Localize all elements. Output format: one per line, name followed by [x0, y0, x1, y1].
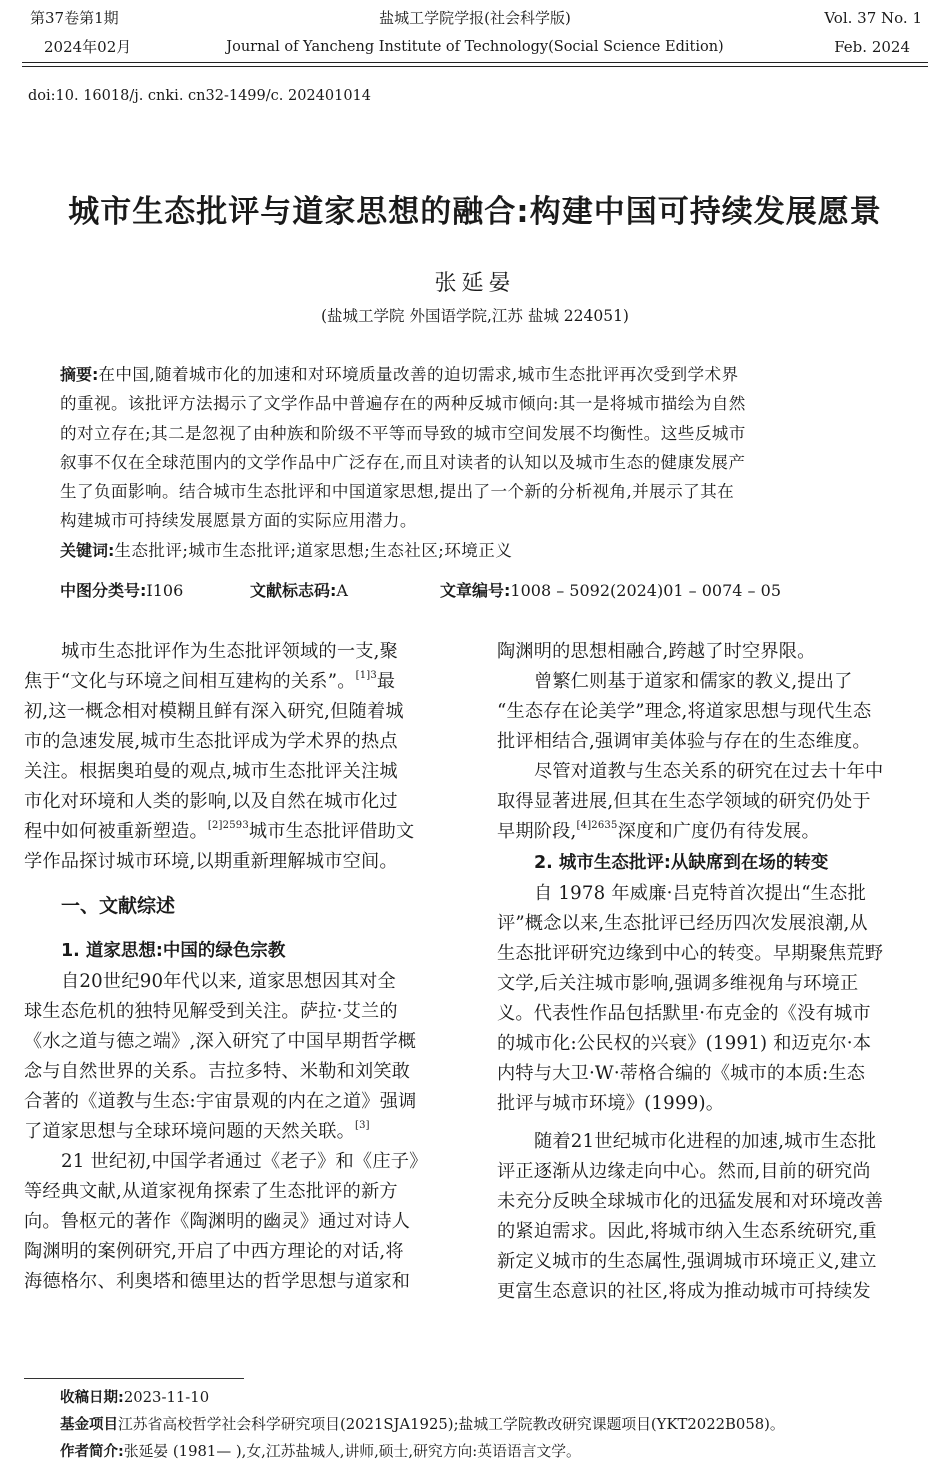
- body-line: 了道家思想与全球环境问题的天然关联。[3]: [24, 1120, 370, 1142]
- body-line: 义。代表性作品包括默里·布克金的《没有城市: [497, 1003, 871, 1024]
- citation: [2]2593: [207, 820, 249, 831]
- body-line: 市化对环境和人类的影响,以及自然在城市化过: [24, 791, 398, 812]
- body-line: 关注。根据奥珀曼的观点,城市生态批评关注城: [24, 761, 398, 782]
- body-line: 等经典文献,从道家视角探索了生态批评的新方: [24, 1181, 398, 1202]
- header-rule: [22, 62, 928, 63]
- abstract: [60, 360, 894, 565]
- body-line: 《水之道与德之端》,深入研究了中国早期哲学概: [24, 1031, 417, 1052]
- abstract-line: 叙事不仅在全球范围内的文学作品中广泛存在,而且对读者的认知以及城市生态的健康发展产: [60, 452, 746, 472]
- body-line: 陶渊明的案例研究,开启了中西方理论的对话,将: [24, 1241, 404, 1262]
- body-line: 内特与大卫·W·蒂格合编的《城市的本质:生态: [497, 1063, 866, 1084]
- article-number-label: 文章编号:: [440, 581, 511, 600]
- body-line: 更富生态意识的社区,将成为推动城市可持续发: [497, 1281, 871, 1302]
- keywords-text: 生态批评;城市生态批评;道家思想;生态社区;环境正义: [114, 540, 513, 560]
- section-heading: 一、文献综述: [61, 895, 176, 917]
- received-date: [60, 1386, 209, 1407]
- clc-label: 中图分类号:: [60, 581, 147, 600]
- body-line: 文学,后关注城市影响,强调多维视角与环境正: [497, 973, 859, 994]
- citation: [4]2635: [576, 820, 618, 831]
- body-line: 念与自然世界的关系。吉拉多特、米勒和刘笑敢: [24, 1061, 411, 1082]
- body-line: 市的急速发展,城市生态批评成为学术界的热点: [24, 731, 398, 752]
- body-line: 尽管对道教与生态关系的研究在过去十年中: [534, 761, 884, 782]
- body-line: 21 世纪初,中国学者通过《老子》和《庄子》: [61, 1151, 428, 1172]
- body-line: 程中如何被重新塑造。$^{[2]2593}$城市生态批评借助文: [24, 820, 415, 842]
- author-name: 张延晏: [434, 271, 516, 296]
- body-line: 新定义城市的生态属性,强调城市环境正义,建立: [497, 1251, 877, 1272]
- header-rule-thin: [22, 66, 928, 67]
- citation: [3]: [354, 1120, 370, 1131]
- body-line: 合著的《道教与生态:宇宙景观的内在之道》强调: [24, 1091, 417, 1112]
- body-line: 评”概念以来,生态批评已经历四次发展浪潮,从: [497, 913, 868, 934]
- fund-info: [60, 1413, 785, 1434]
- body-line: 初,这一概念相对模糊且鲜有深入研究,但随着城: [24, 701, 404, 722]
- body-line: 球生态危机的独特见解受到关注。萨拉·艾兰的: [24, 1001, 398, 1022]
- abstract-line: 在中国,随着城市化的加速和对环境质量改善的迫切需求,城市生态批评再次受到学术界: [98, 365, 739, 384]
- subsection-heading: 1. 道家思想:中国的绿色宗教: [61, 941, 286, 961]
- body-right-column: [497, 637, 931, 1307]
- body-line: 评正逐渐从边缘走向中心。然而,目前的研究尚: [497, 1161, 871, 1182]
- body-line: 早期阶段,$^{[4]2635}$深度和广度仍有待发展。: [497, 820, 820, 842]
- date-en: Feb. 2024: [834, 38, 910, 56]
- article-number: [440, 578, 781, 601]
- clc-value: I106: [146, 581, 184, 600]
- bio-value: 张延晏 (1981— ),女,江苏盐城人,讲师,硕士,研究方向:英语语言文学。: [123, 1443, 581, 1460]
- body-left-column: [24, 637, 458, 1297]
- citation: [1]3: [355, 670, 377, 681]
- body-line: 的城市化:公民权的兴衰》(1991) 和迈克尔·本: [497, 1033, 872, 1054]
- keywords-label: 关键词:: [60, 540, 115, 560]
- body-line: 海德格尔、利奥塔和德里达的哲学思想与道家和: [24, 1271, 411, 1292]
- body-line: 城市生态批评作为生态批评领域的一支,聚: [61, 641, 398, 662]
- body-line: 自20世纪90年代以来, 道家思想因其对全: [61, 971, 396, 992]
- body-line: 随着21世纪城市化进程的加速,城市生态批: [534, 1131, 877, 1152]
- body-line: 向。鲁枢元的著作《陶渊明的幽灵》通过对诗人: [24, 1211, 411, 1232]
- body-line: 批评相结合,强调审美体验与存在的生态维度。: [497, 731, 871, 752]
- body-line: 的紧迫需求。因此,将城市纳入生态系统研究,重: [497, 1221, 877, 1242]
- clc-number: [60, 578, 183, 601]
- volume-issue-en: Vol. 37 No. 1: [824, 9, 922, 27]
- body-line: 自 1978 年威廉·吕克特首次提出“生态批: [534, 883, 866, 904]
- fund-value: 江苏省高校哲学社会科学研究项目(2021SJA1925);盐城工学院教改研究课题项目(YKT2022B058)。: [118, 1416, 785, 1433]
- affiliation: (盐城工学院 外国语学院,江苏 盐城 224051): [321, 307, 629, 325]
- fund-label: 基金项目: [60, 1417, 118, 1433]
- doi: doi:10. 16018/j. cnki. cn32-1499/c. 202401014: [28, 88, 371, 104]
- abstract-line: 生了负面影响。结合城市生态批评和中国道家思想,提出了一个新的分析视角,并展示了其在: [60, 482, 735, 502]
- journal-name-en: Journal of Yancheng Institute of Technology(Social Science Edition): [226, 39, 724, 55]
- body-line: 取得显著进展,但其在生态学领域的研究仍处于: [497, 791, 871, 812]
- body-line: 生态批评研究边缘到中心的转变。早期聚焦荒野: [497, 943, 884, 964]
- abstract-line: 的重视。该批评方法揭示了文学作品中普遍存在的两种反城市倾向:其一是将城市描绘为自然: [60, 394, 746, 414]
- body-line: 焦于“文化与环境之间相互建构的关系”。$^{[1]3}$最: [24, 670, 396, 692]
- body-line: 批评与城市环境》(1999)。: [497, 1093, 725, 1114]
- paper-title: 城市生态批评与道家思想的融合:构建中国可持续发展愿景: [68, 194, 882, 230]
- received-label: 收稿日期:: [60, 1390, 124, 1406]
- author-bio: [60, 1440, 581, 1461]
- body-line: “生态存在论美学”理念,将道家思想与现代生态: [497, 701, 872, 722]
- article-number-value: 1008 – 5092(2024)01 – 0074 – 05: [510, 581, 781, 600]
- document-code: [250, 578, 348, 601]
- volume-issue-cn: 第37卷第1期: [30, 9, 119, 27]
- received-value: 2023-11-10: [123, 1389, 210, 1406]
- abstract-line: 构建城市可持续发展愿景方面的实际应用潜力。: [60, 511, 417, 531]
- body-line: 陶渊明的思想相融合,跨越了时空界限。: [497, 641, 816, 662]
- bio-label: 作者简介:: [60, 1444, 124, 1460]
- keywords: [60, 536, 894, 565]
- body-line: 学作品探讨城市环境,以期重新理解城市空间。: [24, 851, 398, 872]
- abstract-line: 的对立存在;其二是忽视了由种族和阶级不平等而导致的城市空间发展不均衡性。这些反城市: [60, 423, 746, 443]
- body-line: 未充分反映全球城市化的迅猛发展和对环境改善: [497, 1191, 884, 1212]
- date-cn: 2024年02月: [44, 38, 132, 56]
- journal-name-cn: 盐城工学院学报(社会科学版): [379, 9, 571, 27]
- footnote-rule: [24, 1378, 244, 1379]
- doc-code-label: 文献标志码:: [250, 581, 337, 600]
- subsection-heading: 2. 城市生态批评:从缺席到在场的转变: [534, 853, 829, 873]
- doc-code-value: A: [336, 581, 348, 600]
- abstract-label: 摘要:: [60, 365, 99, 384]
- body-line: 曾繁仁则基于道家和儒家的教义,提出了: [534, 671, 853, 692]
